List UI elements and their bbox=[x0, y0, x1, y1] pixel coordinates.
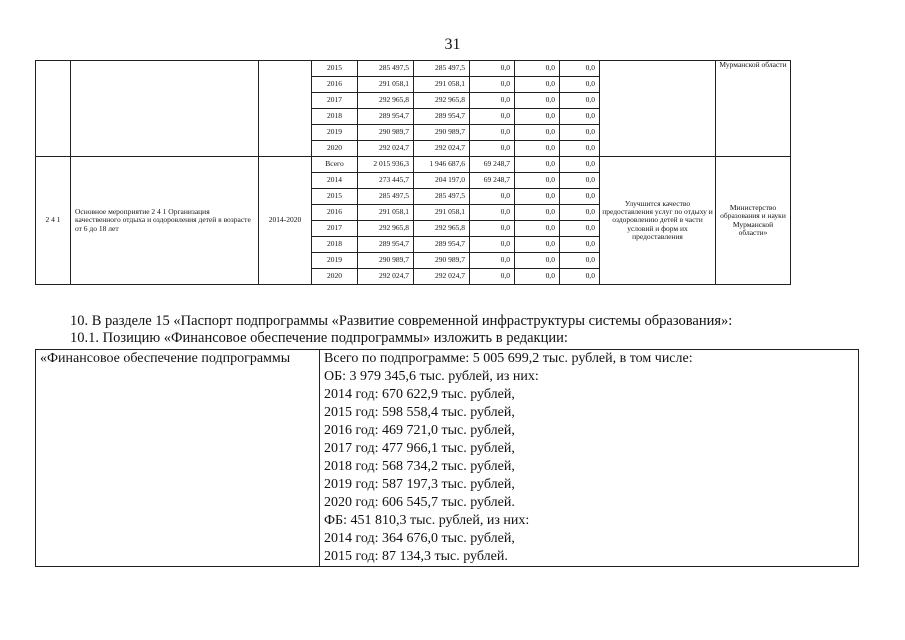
amount-cell: 289 954,7 bbox=[414, 109, 470, 125]
finance-label: «Финансовое обеспечение подпрограммы bbox=[36, 350, 320, 567]
amount-cell: 0,0 bbox=[515, 93, 560, 109]
amount-cell: 0,0 bbox=[560, 157, 600, 173]
amount-cell: 0,0 bbox=[515, 189, 560, 205]
year-cell: Всего bbox=[312, 157, 358, 173]
measure-name: Основное мероприятие 2 4 1 Организация качественного отдыха и оздоровления детей в возрасте от 6 до 18 лет bbox=[71, 157, 259, 285]
amount-cell: 291 058,1 bbox=[414, 77, 470, 93]
executor-cell: Мурманской области bbox=[716, 61, 791, 157]
paragraph-position: 10.1. Позицию «Финансовое обеспечение подпрограммы» изложить в редакции: bbox=[70, 330, 568, 346]
amount-cell: 2 015 936,3 bbox=[358, 157, 414, 173]
amount-cell: 0,0 bbox=[560, 125, 600, 141]
finance-line: 2018 год: 568 734,2 тыс. рублей, bbox=[324, 459, 515, 474]
amount-cell: 0,0 bbox=[560, 61, 600, 77]
amount-cell: 0,0 bbox=[470, 237, 515, 253]
finance-values bbox=[320, 350, 859, 567]
finance-line: 2016 год: 469 721,0 тыс. рублей, bbox=[324, 423, 515, 438]
finance-line: 2015 год: 87 134,3 тыс. рублей. bbox=[324, 549, 508, 564]
year-cell: 2017 bbox=[312, 93, 358, 109]
amount-cell: 0,0 bbox=[560, 205, 600, 221]
amount-cell: 289 954,7 bbox=[358, 109, 414, 125]
amount-cell: 0,0 bbox=[560, 253, 600, 269]
year-cell: 2017 bbox=[312, 221, 358, 237]
table-row bbox=[36, 61, 791, 77]
year-cell: 2014 bbox=[312, 173, 358, 189]
amount-cell: 0,0 bbox=[470, 77, 515, 93]
year-cell: 2018 bbox=[312, 109, 358, 125]
amount-cell: 0,0 bbox=[470, 93, 515, 109]
amount-cell: 69 248,7 bbox=[470, 157, 515, 173]
finance-table bbox=[35, 349, 859, 567]
paragraph-section-15: 10. В разделе 15 «Паспорт подпрограммы «Развитие современной инфраструктуры системы образования»: bbox=[70, 313, 733, 329]
amount-cell: 0,0 bbox=[515, 221, 560, 237]
finance-line: 2014 год: 670 622,9 тыс. рублей, bbox=[324, 387, 515, 402]
finance-line: Всего по подпрограмме: 5 005 699,2 тыс. рублей, в том числе: bbox=[324, 351, 693, 366]
amount-cell: 0,0 bbox=[560, 237, 600, 253]
year-cell: 2016 bbox=[312, 77, 358, 93]
amount-cell: 0,0 bbox=[515, 253, 560, 269]
amount-cell: 0,0 bbox=[515, 237, 560, 253]
amount-cell: 292 965,8 bbox=[358, 93, 414, 109]
amount-cell: 292 024,7 bbox=[414, 269, 470, 285]
amount-cell: 0,0 bbox=[470, 205, 515, 221]
year-cell: 2015 bbox=[312, 189, 358, 205]
finance-line: ОБ: 3 979 345,6 тыс. рублей, из них: bbox=[324, 369, 539, 384]
amount-cell: 289 954,7 bbox=[358, 237, 414, 253]
amount-cell: 0,0 bbox=[515, 77, 560, 93]
finance-line: 2019 год: 587 197,3 тыс. рублей, bbox=[324, 477, 515, 492]
finance-line: 2015 год: 598 558,4 тыс. рублей, bbox=[324, 405, 515, 420]
amount-cell: 69 248,7 bbox=[470, 173, 515, 189]
amount-cell: 0,0 bbox=[515, 61, 560, 77]
measure-result: Улучшится качество предоставления услуг по отдыху и оздоровлению детей в части условий и форм их предоставления bbox=[600, 157, 716, 285]
amount-cell: 285 497,5 bbox=[414, 189, 470, 205]
year-cell: 2020 bbox=[312, 141, 358, 157]
amount-cell: 0,0 bbox=[515, 173, 560, 189]
amount-cell: 289 954,7 bbox=[414, 237, 470, 253]
amount-cell: 0,0 bbox=[560, 141, 600, 157]
result-cell bbox=[600, 61, 716, 157]
amount-cell: 285 497,5 bbox=[358, 189, 414, 205]
finance-line: ФБ: 451 810,3 тыс. рублей, из них: bbox=[324, 513, 530, 528]
amount-cell: 291 058,1 bbox=[358, 77, 414, 93]
amount-cell: 0,0 bbox=[515, 125, 560, 141]
amount-cell: 285 497,5 bbox=[414, 61, 470, 77]
measure-period: 2014-2020 bbox=[259, 157, 312, 285]
amount-cell: 291 058,1 bbox=[414, 205, 470, 221]
page-number: 31 bbox=[444, 36, 461, 53]
amount-cell: 0,0 bbox=[560, 221, 600, 237]
amount-cell: 204 197,0 bbox=[414, 173, 470, 189]
amount-cell: 0,0 bbox=[515, 157, 560, 173]
year-cell: 2020 bbox=[312, 269, 358, 285]
table-row bbox=[36, 157, 791, 173]
amount-cell: 0,0 bbox=[560, 269, 600, 285]
period-cell bbox=[259, 61, 312, 157]
amount-cell: 0,0 bbox=[470, 125, 515, 141]
amount-cell: 290 989,7 bbox=[358, 253, 414, 269]
amount-cell: 0,0 bbox=[515, 141, 560, 157]
finance-line: 2017 год: 477 966,1 тыс. рублей, bbox=[324, 441, 515, 456]
year-cell: 2019 bbox=[312, 253, 358, 269]
year-cell: 2016 bbox=[312, 205, 358, 221]
amount-cell: 292 965,8 bbox=[358, 221, 414, 237]
amount-cell: 290 989,7 bbox=[358, 125, 414, 141]
year-cell: 2019 bbox=[312, 125, 358, 141]
amount-cell: 292 965,8 bbox=[414, 93, 470, 109]
amount-cell: 0,0 bbox=[470, 141, 515, 157]
amount-cell: 0,0 bbox=[560, 189, 600, 205]
measure-code: 2 4 1 bbox=[36, 157, 71, 285]
amount-cell: 0,0 bbox=[470, 109, 515, 125]
amount-cell: 0,0 bbox=[515, 269, 560, 285]
amount-cell: 0,0 bbox=[560, 93, 600, 109]
amount-cell: 292 965,8 bbox=[414, 221, 470, 237]
amount-cell: 292 024,7 bbox=[358, 269, 414, 285]
amount-cell: 0,0 bbox=[515, 205, 560, 221]
code-cell bbox=[36, 61, 71, 157]
measures-table bbox=[35, 60, 791, 285]
amount-cell: 0,0 bbox=[470, 61, 515, 77]
finance-line: 2020 год: 606 545,7 тыс. рублей. bbox=[324, 495, 515, 510]
amount-cell: 0,0 bbox=[560, 173, 600, 189]
amount-cell: 292 024,7 bbox=[358, 141, 414, 157]
amount-cell: 1 946 687,6 bbox=[414, 157, 470, 173]
amount-cell: 0,0 bbox=[470, 189, 515, 205]
measure-executor: Министерство образования и науки Мурманской области» bbox=[716, 157, 791, 285]
name-cell bbox=[71, 61, 259, 157]
amount-cell: 290 989,7 bbox=[414, 125, 470, 141]
amount-cell: 0,0 bbox=[470, 253, 515, 269]
amount-cell: 291 058,1 bbox=[358, 205, 414, 221]
amount-cell: 0,0 bbox=[560, 109, 600, 125]
year-cell: 2015 bbox=[312, 61, 358, 77]
amount-cell: 290 989,7 bbox=[414, 253, 470, 269]
amount-cell: 273 445,7 bbox=[358, 173, 414, 189]
year-cell: 2018 bbox=[312, 237, 358, 253]
amount-cell: 292 024,7 bbox=[414, 141, 470, 157]
amount-cell: 0,0 bbox=[470, 269, 515, 285]
finance-line: 2014 год: 364 676,0 тыс. рублей, bbox=[324, 531, 515, 546]
amount-cell: 0,0 bbox=[560, 77, 600, 93]
amount-cell: 0,0 bbox=[470, 221, 515, 237]
amount-cell: 0,0 bbox=[515, 109, 560, 125]
amount-cell: 285 497,5 bbox=[358, 61, 414, 77]
